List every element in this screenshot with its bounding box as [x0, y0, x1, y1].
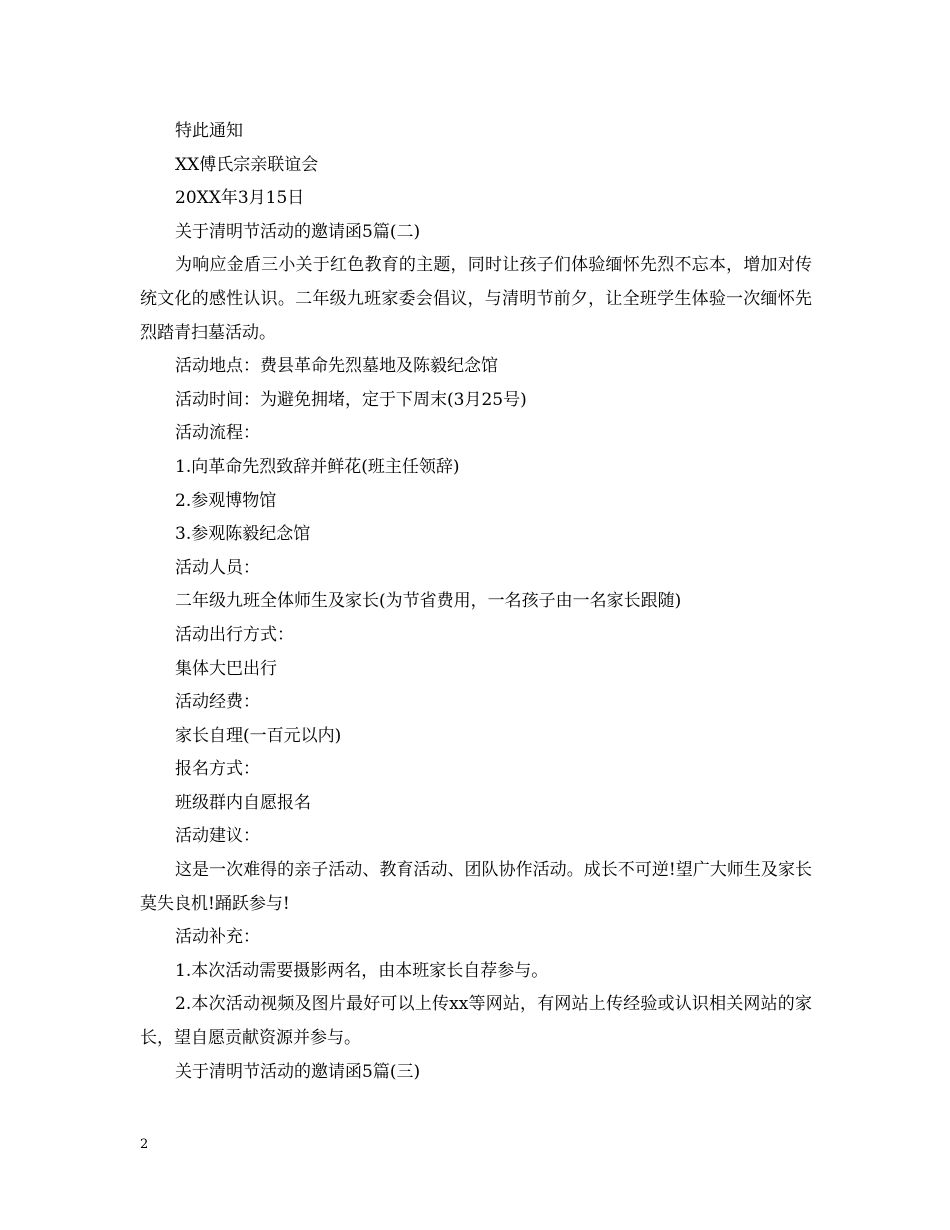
sender-organization: XX傅氏宗亲联谊会: [175, 154, 319, 175]
supplement-label: 活动补充：: [175, 927, 260, 948]
funding-label: 活动经费：: [175, 692, 260, 713]
notice-closing: 特此通知: [175, 121, 243, 141]
document-body: [140, 115, 812, 1089]
intro-paragraph: 为响应金盾三小关于红色教育的主题，同时让孩子们体验缅怀先烈不忘本，增加对传统文化的感性认识。二年级九班家委会倡议，与清明节前夕，让全班学生体验一次缅怀先烈踏青扫墓活动。: [140, 255, 812, 343]
registration-label: 报名方式：: [175, 759, 260, 780]
process-step-1: 1.向革命先烈致辞并鲜花(班主任领辞): [175, 456, 460, 477]
registration-value: 班级群内自愿报名: [175, 792, 311, 813]
participants-value: 二年级九班全体师生及家长(为节省费用，一名孩子由一名家长跟随): [175, 591, 682, 612]
funding-value: 家长自理(一百元以内): [175, 725, 342, 746]
section-heading-2: 关于清明节活动的邀请函5篇(二): [175, 221, 421, 242]
suggestion-paragraph: 这是一次难得的亲子活动、教育活动、团队协作活动。成长不可逆!望广大师生及家长莫失良机!踊跃参与!: [140, 860, 812, 914]
participants-label: 活动人员：: [175, 557, 260, 578]
suggestion-label: 活动建议：: [175, 826, 260, 847]
activity-location: 活动地点：费县革命先烈墓地及陈毅纪念馆: [175, 356, 498, 377]
section-heading-3: 关于清明节活动的邀请函5篇(三): [175, 1061, 421, 1082]
transport-label: 活动出行方式：: [175, 624, 294, 645]
process-step-3: 3.参观陈毅纪念馆: [175, 524, 311, 545]
page-number: 2: [140, 1137, 149, 1152]
supplement-item-1: 1.本次活动需要摄影两名，由本班家长自荐参与。: [175, 960, 549, 981]
activity-time: 活动时间：为避免拥堵，定于下周末(3月25号): [175, 389, 527, 410]
activity-process-label: 活动流程：: [175, 423, 260, 444]
process-step-2: 2.参观博物馆: [175, 490, 277, 511]
supplement-item-2: 2.本次活动视频及图片最好可以上传xx等网站，有网站上传经验或认识相关网站的家长，望自愿贡献资源并参与。: [140, 994, 812, 1049]
notice-date: 20XX年3月15日: [175, 188, 305, 209]
transport-value: 集体大巴出行: [175, 658, 277, 679]
